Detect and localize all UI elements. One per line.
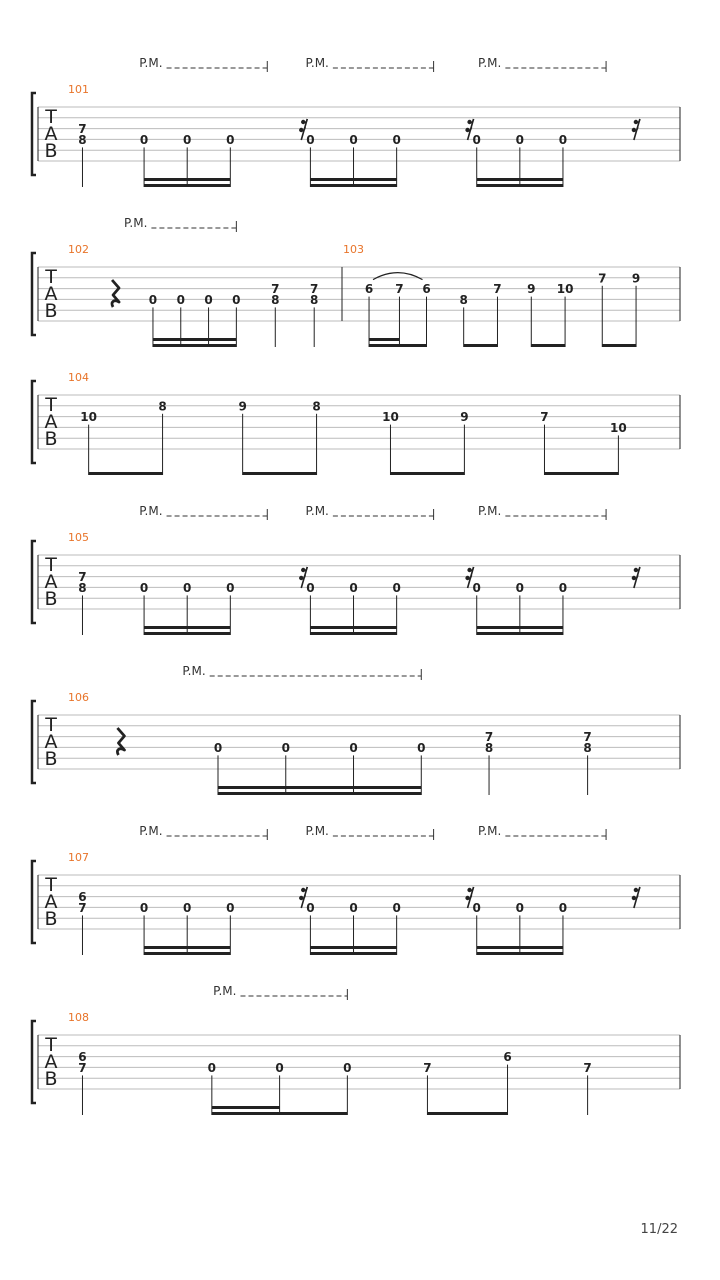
palm-mute-label: P.M. — [478, 824, 502, 838]
palm-mute-label: P.M. — [478, 504, 502, 518]
measure-number: 102 — [68, 243, 89, 256]
beam — [544, 472, 618, 475]
tab-system — [32, 984, 680, 1115]
palm-mute-label: P.M. — [139, 504, 163, 518]
fret-number: 0 — [226, 132, 235, 147]
tab-clef-letter: T — [45, 394, 57, 416]
beam — [310, 184, 396, 187]
fret-number: 6 — [503, 1050, 512, 1065]
fret-number: 0 — [139, 900, 149, 915]
palm-mute-label: P.M. — [305, 504, 329, 518]
beam — [218, 792, 421, 795]
fret-number: 8 — [583, 740, 592, 755]
palm-mute-label: P.M. — [139, 824, 163, 838]
tab-system — [32, 371, 680, 475]
fret-number: 7 — [583, 730, 592, 745]
tab-clef-letter: T — [45, 1034, 57, 1056]
fret-number: 0 — [558, 132, 568, 147]
fret-number: 6 — [364, 282, 374, 297]
fret-number: 9 — [460, 410, 469, 425]
quarter-rest — [112, 280, 119, 307]
quarter-rest — [117, 728, 124, 755]
fret-number: 0 — [226, 580, 235, 595]
beam — [144, 184, 230, 187]
fret-number: 7 — [423, 1060, 432, 1075]
palm-mute-label: P.M. — [213, 984, 237, 998]
fret-number: 0 — [183, 132, 192, 147]
fret-number: 8 — [78, 580, 87, 595]
beam — [144, 178, 230, 181]
beam — [399, 344, 426, 347]
tab-system — [32, 664, 680, 795]
measure-number: 104 — [68, 371, 89, 384]
fret-number: 0 — [417, 740, 426, 755]
beam — [477, 946, 563, 949]
tab-clef-letter: T — [45, 874, 57, 896]
fret-number: 0 — [275, 1060, 284, 1075]
fret-number: 0 — [232, 292, 241, 307]
fret-number: 0 — [226, 900, 235, 915]
beam — [464, 344, 498, 347]
fret-number: 0 — [148, 292, 158, 307]
fret-number: 9 — [238, 399, 247, 414]
fret-number: 7 — [583, 1060, 592, 1075]
fret-number: 7 — [271, 282, 280, 297]
fret-number: 0 — [349, 740, 358, 755]
fret-number: 0 — [343, 1060, 352, 1075]
system-bracket — [32, 861, 36, 943]
fret-number: 0 — [392, 900, 401, 915]
fret-number: 10 — [382, 410, 399, 425]
fret-number: 10 — [610, 420, 627, 435]
tab-clef-letter: B — [44, 1068, 58, 1090]
fret-number: 10 — [80, 410, 97, 425]
tab-clef-letter: T — [45, 266, 57, 288]
beam — [153, 344, 236, 347]
beam — [477, 952, 563, 955]
fret-number: 0 — [349, 132, 358, 147]
tab-system — [32, 56, 680, 187]
measure-number: 103 — [343, 243, 364, 256]
tab-clef-letter: T — [45, 106, 57, 128]
beam — [144, 626, 230, 629]
fret-number: 6 — [78, 890, 87, 905]
system-bracket — [32, 93, 36, 175]
beam — [310, 626, 396, 629]
fret-number: 7 — [310, 282, 319, 297]
tab-clef-letter: A — [44, 731, 58, 753]
fret-number: 9 — [527, 282, 536, 297]
fret-number: 7 — [484, 730, 494, 745]
beam — [602, 344, 636, 347]
system-bracket — [32, 701, 36, 783]
fret-number: 8 — [78, 132, 87, 147]
beam — [144, 946, 230, 949]
fret-number: 0 — [139, 580, 149, 595]
fret-number: 0 — [392, 132, 401, 147]
measure-number: 101 — [68, 83, 89, 96]
tab-clef-letter: A — [44, 571, 58, 593]
tab-clef-letter: B — [44, 908, 58, 930]
fret-number: 8 — [312, 399, 321, 414]
fret-number: 0 — [204, 292, 213, 307]
fret-number: 0 — [306, 580, 315, 595]
beam — [310, 178, 396, 181]
measure-number: 106 — [68, 691, 89, 704]
tab-clef-letter: B — [44, 748, 58, 770]
tab-clef-letter: B — [44, 300, 58, 322]
beam — [153, 338, 236, 341]
palm-mute-label: P.M. — [305, 56, 329, 70]
palm-mute-label: P.M. — [182, 664, 206, 678]
fret-number: 0 — [472, 900, 481, 915]
tab-clef-letter: A — [44, 283, 58, 305]
fret-number: 0 — [558, 900, 568, 915]
palm-mute-label: P.M. — [305, 824, 329, 838]
fret-number: 8 — [484, 740, 494, 755]
fret-number: 0 — [515, 132, 525, 147]
beam — [310, 632, 396, 635]
tab-clef-letter: T — [45, 554, 57, 576]
fret-number: 0 — [472, 580, 481, 595]
fret-number: 9 — [631, 271, 641, 286]
fret-number: 6 — [422, 282, 431, 297]
tab-system — [32, 504, 680, 635]
fret-number: 8 — [459, 292, 468, 307]
fret-number: 0 — [306, 132, 315, 147]
beam — [89, 472, 163, 475]
fret-number: 7 — [78, 122, 87, 137]
beam — [310, 952, 396, 955]
page-number: 11/22 — [640, 1222, 678, 1237]
beam — [212, 1112, 280, 1115]
beam — [477, 632, 563, 635]
fret-number: 0 — [515, 900, 525, 915]
slur — [373, 273, 422, 280]
beam — [390, 472, 464, 475]
beam — [477, 178, 563, 181]
fret-number: 6 — [78, 1050, 87, 1065]
beam — [310, 946, 396, 949]
fret-number: 8 — [271, 292, 280, 307]
beam — [218, 786, 421, 789]
fret-number: 0 — [392, 580, 401, 595]
fret-number: 0 — [183, 900, 192, 915]
beam — [212, 1106, 280, 1109]
fret-number: 0 — [558, 580, 568, 595]
measure-number: 108 — [68, 1011, 89, 1024]
fret-number: 7 — [78, 1060, 87, 1075]
measure-number: 105 — [68, 531, 89, 544]
beam — [531, 344, 565, 347]
fret-number: 0 — [472, 132, 481, 147]
fret-number: 8 — [158, 399, 167, 414]
fret-number: 0 — [139, 132, 149, 147]
tab-clef-letter: A — [44, 411, 58, 433]
tab-clef-letter: B — [44, 140, 58, 162]
fret-number: 0 — [515, 580, 525, 595]
tab-clef-letter: T — [45, 714, 57, 736]
fret-number: 0 — [176, 292, 185, 307]
measure-number: 107 — [68, 851, 89, 864]
fret-number: 0 — [349, 580, 358, 595]
beam — [144, 632, 230, 635]
fret-number: 0 — [183, 580, 192, 595]
tab-clef-letter: A — [44, 123, 58, 145]
tab-clef-letter: B — [44, 588, 58, 610]
fret-number: 0 — [306, 900, 315, 915]
fret-number: 7 — [540, 410, 549, 425]
system-bracket — [32, 541, 36, 623]
palm-mute-label: P.M. — [124, 216, 148, 230]
palm-mute-label: P.M. — [478, 56, 502, 70]
beam — [477, 626, 563, 629]
fret-number: 7 — [493, 282, 502, 297]
fret-number: 7 — [395, 282, 404, 297]
beam — [477, 184, 563, 187]
fret-number: 10 — [556, 282, 574, 297]
tab-clef-letter: A — [44, 1051, 58, 1073]
fret-number: 7 — [78, 570, 87, 585]
beam — [427, 1112, 507, 1115]
fret-number: 0 — [281, 740, 290, 755]
beam — [144, 952, 230, 955]
tab-clef-letter: B — [44, 428, 58, 450]
beam — [369, 338, 399, 341]
system-bracket — [32, 381, 36, 463]
system-bracket — [32, 253, 36, 335]
beam — [369, 344, 399, 347]
palm-mute-label: P.M. — [139, 56, 163, 70]
fret-number: 0 — [349, 900, 358, 915]
fret-number: 7 — [598, 271, 607, 286]
beam — [243, 472, 317, 475]
tab-system — [32, 824, 680, 955]
system-bracket — [32, 1021, 36, 1103]
fret-number: 8 — [310, 292, 319, 307]
fret-number: 7 — [78, 900, 87, 915]
fret-number: 0 — [213, 740, 223, 755]
tab-clef-letter: A — [44, 891, 58, 913]
fret-number: 0 — [207, 1060, 217, 1075]
tab-system — [32, 216, 680, 347]
